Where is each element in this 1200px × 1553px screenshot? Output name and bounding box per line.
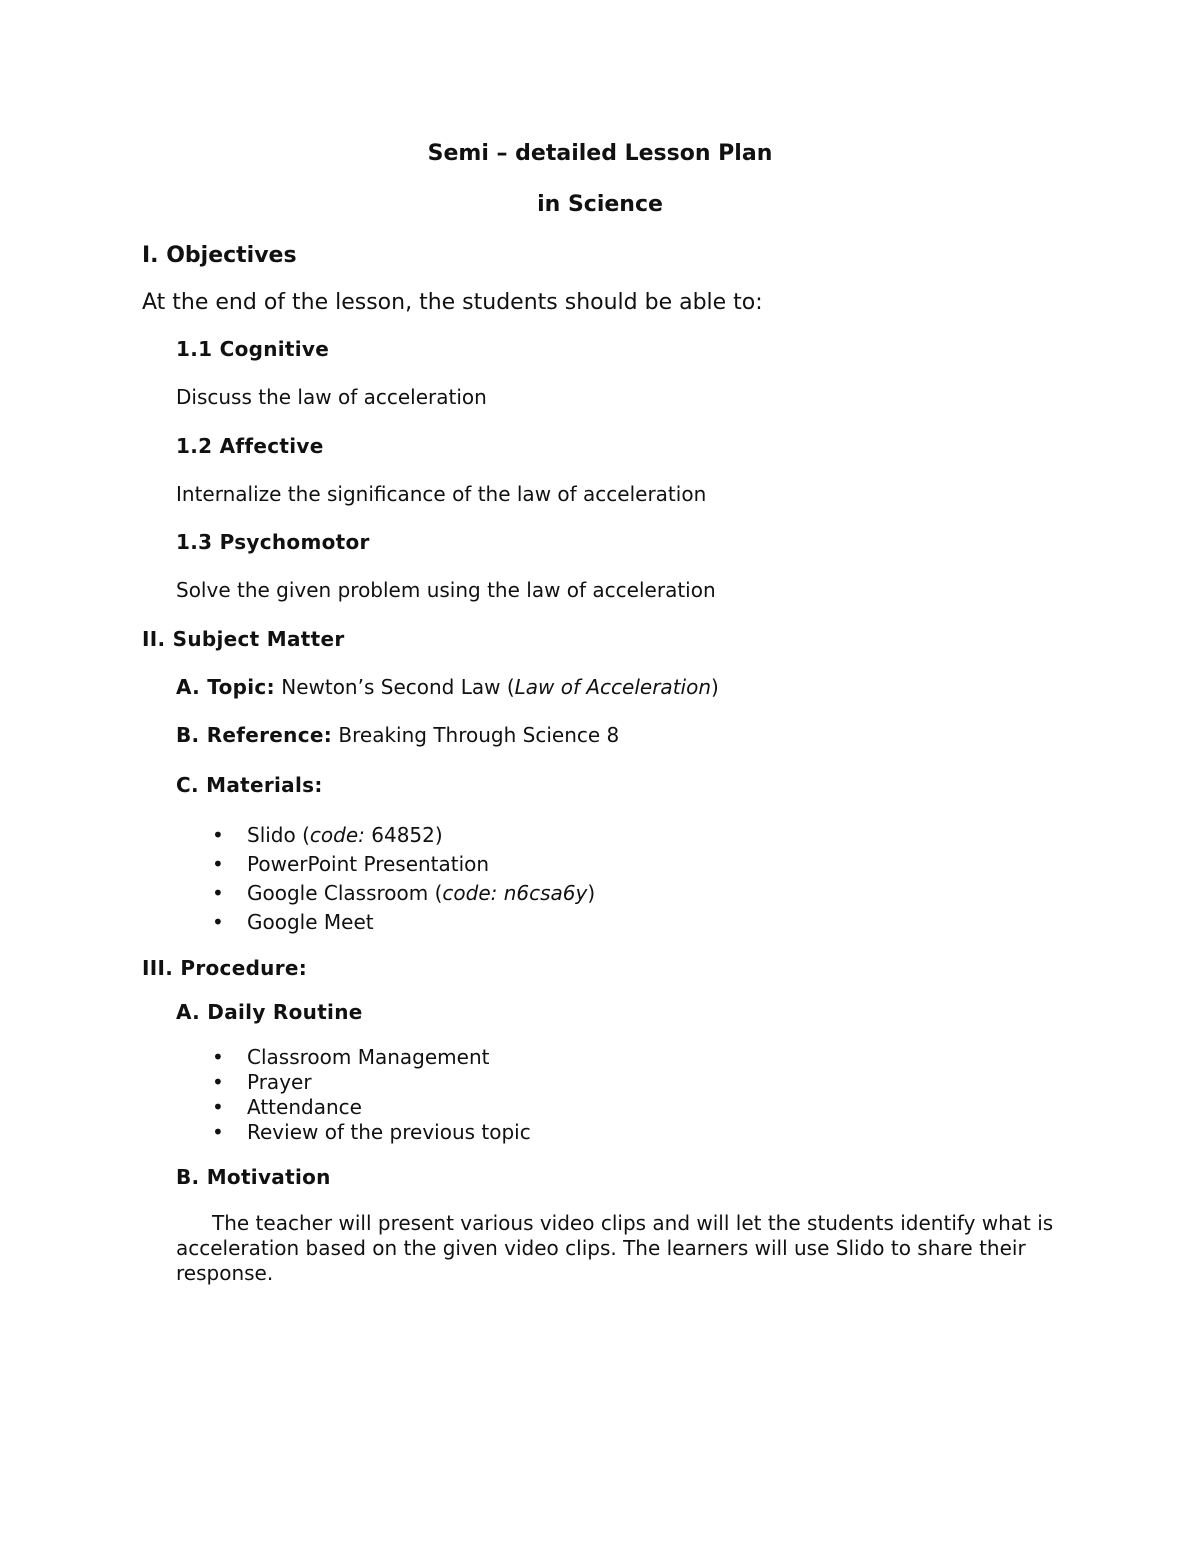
list-item: • Classroom Management bbox=[176, 1045, 531, 1070]
materials-heading: C. Materials: bbox=[176, 773, 323, 797]
procedure-heading: III. Procedure: bbox=[142, 956, 308, 980]
topic-close: ) bbox=[711, 675, 719, 699]
list-item: • Attendance bbox=[176, 1095, 531, 1120]
topic-italic: Law of Acceleration bbox=[514, 675, 712, 699]
list-item: • Google Meet bbox=[176, 908, 595, 937]
list-item: • Review of the previous topic bbox=[176, 1120, 531, 1145]
materials-list bbox=[176, 821, 595, 937]
subject-matter-heading: II. Subject Matter bbox=[142, 627, 345, 651]
list-item: • Slido (code: 64852) bbox=[176, 821, 595, 850]
list-item: • Google Classroom (code: n6csa6y) bbox=[176, 879, 595, 908]
cognitive-text: Discuss the law of acceleration bbox=[176, 385, 487, 409]
document-title: Semi – detailed Lesson Plan bbox=[427, 141, 773, 166]
reference-value: Breaking Through Science 8 bbox=[338, 723, 620, 747]
topic-line bbox=[176, 675, 719, 699]
daily-routine-list bbox=[176, 1045, 531, 1145]
objectives-heading: I. Objectives bbox=[142, 243, 297, 268]
motivation-text: The teacher will present various video clips and will let the students identify what is acceleration based on the given video clips. The learners will use Slido to share their response. bbox=[176, 1211, 1054, 1285]
list-item: • Prayer bbox=[176, 1070, 531, 1095]
list-item: • PowerPoint Presentation bbox=[176, 850, 595, 879]
objectives-lead: At the end of the lesson, the students should be able to: bbox=[142, 290, 763, 315]
reference-line bbox=[176, 723, 619, 747]
affective-heading: 1.2 Affective bbox=[176, 434, 324, 458]
motivation-heading: B. Motivation bbox=[176, 1165, 331, 1189]
reference-label: B. Reference: bbox=[176, 723, 333, 747]
topic-label: A. Topic: bbox=[176, 675, 275, 699]
cognitive-heading: 1.1 Cognitive bbox=[176, 337, 330, 361]
topic-value: Newton’s Second Law ( bbox=[281, 675, 515, 699]
psychomotor-text: Solve the given problem using the law of acceleration bbox=[176, 578, 716, 602]
psychomotor-heading: 1.3 Psychomotor bbox=[176, 530, 370, 554]
affective-text: Internalize the significance of the law of acceleration bbox=[176, 482, 707, 506]
document-subtitle: in Science bbox=[537, 192, 663, 217]
daily-routine-heading: A. Daily Routine bbox=[176, 1000, 363, 1024]
motivation-paragraph bbox=[176, 1211, 1056, 1286]
